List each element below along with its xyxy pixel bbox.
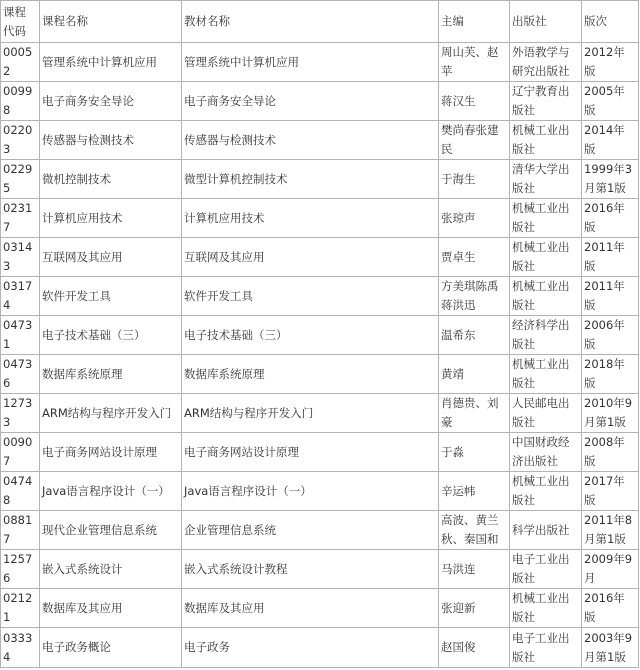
cell-edition: 2016年版 [582, 589, 639, 628]
cell-textbook-name: 数据库及其应用 [182, 589, 439, 628]
table-row [1, 472, 639, 511]
cell-editor: 贾卓生 [439, 238, 510, 277]
cell-edition: 2011年8月第1版 [582, 511, 639, 550]
cell-textbook-name: 软件开发工具 [182, 277, 439, 316]
cell-course-name: 管理系统中计算机应用 [40, 43, 182, 82]
cell-edition: 2011年版 [582, 238, 639, 277]
cell-publisher: 机械工业出版社 [510, 277, 582, 316]
cell-textbook-name: 企业管理信息系统 [182, 511, 439, 550]
cell-course-name: Java语言程序设计（一） [40, 472, 182, 511]
cell-course-name: ARM结构与程序开发入门 [40, 394, 182, 433]
cell-textbook-name: Java语言程序设计（一） [182, 472, 439, 511]
cell-publisher: 外语教学与研究出版社 [510, 43, 582, 82]
cell-course-name: 电子商务安全导论 [40, 82, 182, 121]
cell-edition: 2009年9月 [582, 550, 639, 589]
cell-course-code: 02317 [1, 199, 40, 238]
cell-editor: 辛运帏 [439, 472, 510, 511]
header-textbook-name: 教材名称 [182, 1, 439, 43]
cell-course-code: 08817 [1, 511, 40, 550]
cell-textbook-name: 计算机应用技术 [182, 199, 439, 238]
cell-course-code: 03143 [1, 238, 40, 277]
cell-edition: 2014年版 [582, 121, 639, 160]
cell-course-name: 传感器与检测技术 [40, 121, 182, 160]
table-row [1, 82, 639, 121]
cell-edition: 2017年版 [582, 472, 639, 511]
table-row [1, 238, 639, 277]
table-row [1, 355, 639, 394]
table-header-row [1, 1, 639, 43]
cell-publisher: 机械工业出版社 [510, 238, 582, 277]
table-row [1, 511, 639, 550]
cell-course-name: 数据库系统原理 [40, 355, 182, 394]
cell-publisher: 机械工业出版社 [510, 121, 582, 160]
cell-publisher: 中国财政经济出版社 [510, 433, 582, 472]
header-edition: 版次 [582, 1, 639, 43]
cell-publisher: 电子工业出版社 [510, 550, 582, 589]
table-row [1, 121, 639, 160]
cell-editor: 张琼声 [439, 199, 510, 238]
table-row [1, 433, 639, 472]
table-row [1, 589, 639, 628]
cell-course-code: 02203 [1, 121, 40, 160]
cell-publisher: 电子工业出版社 [510, 628, 582, 668]
cell-edition: 2005年版 [582, 82, 639, 121]
table-row [1, 277, 639, 316]
cell-course-code: 00052 [1, 43, 40, 82]
cell-course-code: 04731 [1, 316, 40, 355]
cell-edition: 2016年版 [582, 199, 639, 238]
cell-editor: 张迎新 [439, 589, 510, 628]
table-row [1, 628, 639, 668]
cell-publisher: 清华大学出版社 [510, 160, 582, 199]
cell-textbook-name: 微型计算机控制技术 [182, 160, 439, 199]
cell-textbook-name: 管理系统中计算机应用 [182, 43, 439, 82]
table-row [1, 160, 639, 199]
cell-course-name: 嵌入式系统设计 [40, 550, 182, 589]
cell-course-code: 03334 [1, 628, 40, 668]
header-publisher: 出版社 [510, 1, 582, 43]
cell-edition: 2018年版 [582, 355, 639, 394]
table-row [1, 550, 639, 589]
header-course-code: 课程代码 [1, 1, 40, 43]
cell-course-name: 计算机应用技术 [40, 199, 182, 238]
table-row [1, 43, 639, 82]
cell-course-code: 03174 [1, 277, 40, 316]
cell-textbook-name: 数据库系统原理 [182, 355, 439, 394]
cell-editor: 马洪连 [439, 550, 510, 589]
cell-editor: 周山芙、赵苹 [439, 43, 510, 82]
cell-course-code: 00998 [1, 82, 40, 121]
cell-textbook-name: 嵌入式系统设计教程 [182, 550, 439, 589]
cell-textbook-name: 电子商务安全导论 [182, 82, 439, 121]
cell-edition: 2011年版 [582, 277, 639, 316]
header-editor: 主编 [439, 1, 510, 43]
cell-editor: 高波、黄兰秋、秦国和 [439, 511, 510, 550]
cell-edition: 2010年9月第1版 [582, 394, 639, 433]
cell-textbook-name: ARM结构与程序开发入门 [182, 394, 439, 433]
cell-publisher: 机械工业出版社 [510, 472, 582, 511]
cell-course-name: 电子政务概论 [40, 628, 182, 668]
cell-editor: 蒋汉生 [439, 82, 510, 121]
cell-editor: 于海生 [439, 160, 510, 199]
cell-publisher: 机械工业出版社 [510, 355, 582, 394]
cell-course-code: 00907 [1, 433, 40, 472]
cell-textbook-name: 互联网及其应用 [182, 238, 439, 277]
cell-course-code: 04748 [1, 472, 40, 511]
cell-textbook-name: 传感器与检测技术 [182, 121, 439, 160]
cell-publisher: 辽宁教育出版社 [510, 82, 582, 121]
cell-edition: 1999年3月第1版 [582, 160, 639, 199]
cell-course-code: 12576 [1, 550, 40, 589]
cell-editor: 樊尚春张建民 [439, 121, 510, 160]
table-row [1, 394, 639, 433]
cell-textbook-name: 电子政务 [182, 628, 439, 668]
cell-editor: 赵国俊 [439, 628, 510, 668]
cell-edition: 2006年版 [582, 316, 639, 355]
cell-textbook-name: 电子商务网站设计原理 [182, 433, 439, 472]
cell-publisher: 科学出版社 [510, 511, 582, 550]
cell-publisher: 人民邮电出版社 [510, 394, 582, 433]
cell-editor: 温希东 [439, 316, 510, 355]
table-row [1, 199, 639, 238]
table-row [1, 316, 639, 355]
cell-course-code: 04736 [1, 355, 40, 394]
cell-edition: 2012年版 [582, 43, 639, 82]
cell-course-name: 现代企业管理信息系统 [40, 511, 182, 550]
table-body [1, 43, 639, 668]
cell-editor: 肖德贵、刘豪 [439, 394, 510, 433]
cell-textbook-name: 电子技术基础（三） [182, 316, 439, 355]
cell-publisher: 机械工业出版社 [510, 589, 582, 628]
cell-publisher: 经济科学出版社 [510, 316, 582, 355]
cell-course-code: 12733 [1, 394, 40, 433]
cell-course-name: 电子技术基础（三） [40, 316, 182, 355]
header-course-name: 课程名称 [40, 1, 182, 43]
cell-editor: 方美琪陈禹蒋洪迅 [439, 277, 510, 316]
cell-editor: 于淼 [439, 433, 510, 472]
cell-edition: 2008年版 [582, 433, 639, 472]
cell-course-name: 数据库及其应用 [40, 589, 182, 628]
cell-editor: 黄靖 [439, 355, 510, 394]
cell-edition: 2003年9月第1版 [582, 628, 639, 668]
cell-course-name: 软件开发工具 [40, 277, 182, 316]
cell-course-code: 02121 [1, 589, 40, 628]
cell-publisher: 机械工业出版社 [510, 199, 582, 238]
cell-course-code: 02295 [1, 160, 40, 199]
cell-course-name: 互联网及其应用 [40, 238, 182, 277]
cell-course-name: 电子商务网站设计原理 [40, 433, 182, 472]
cell-course-name: 微机控制技术 [40, 160, 182, 199]
